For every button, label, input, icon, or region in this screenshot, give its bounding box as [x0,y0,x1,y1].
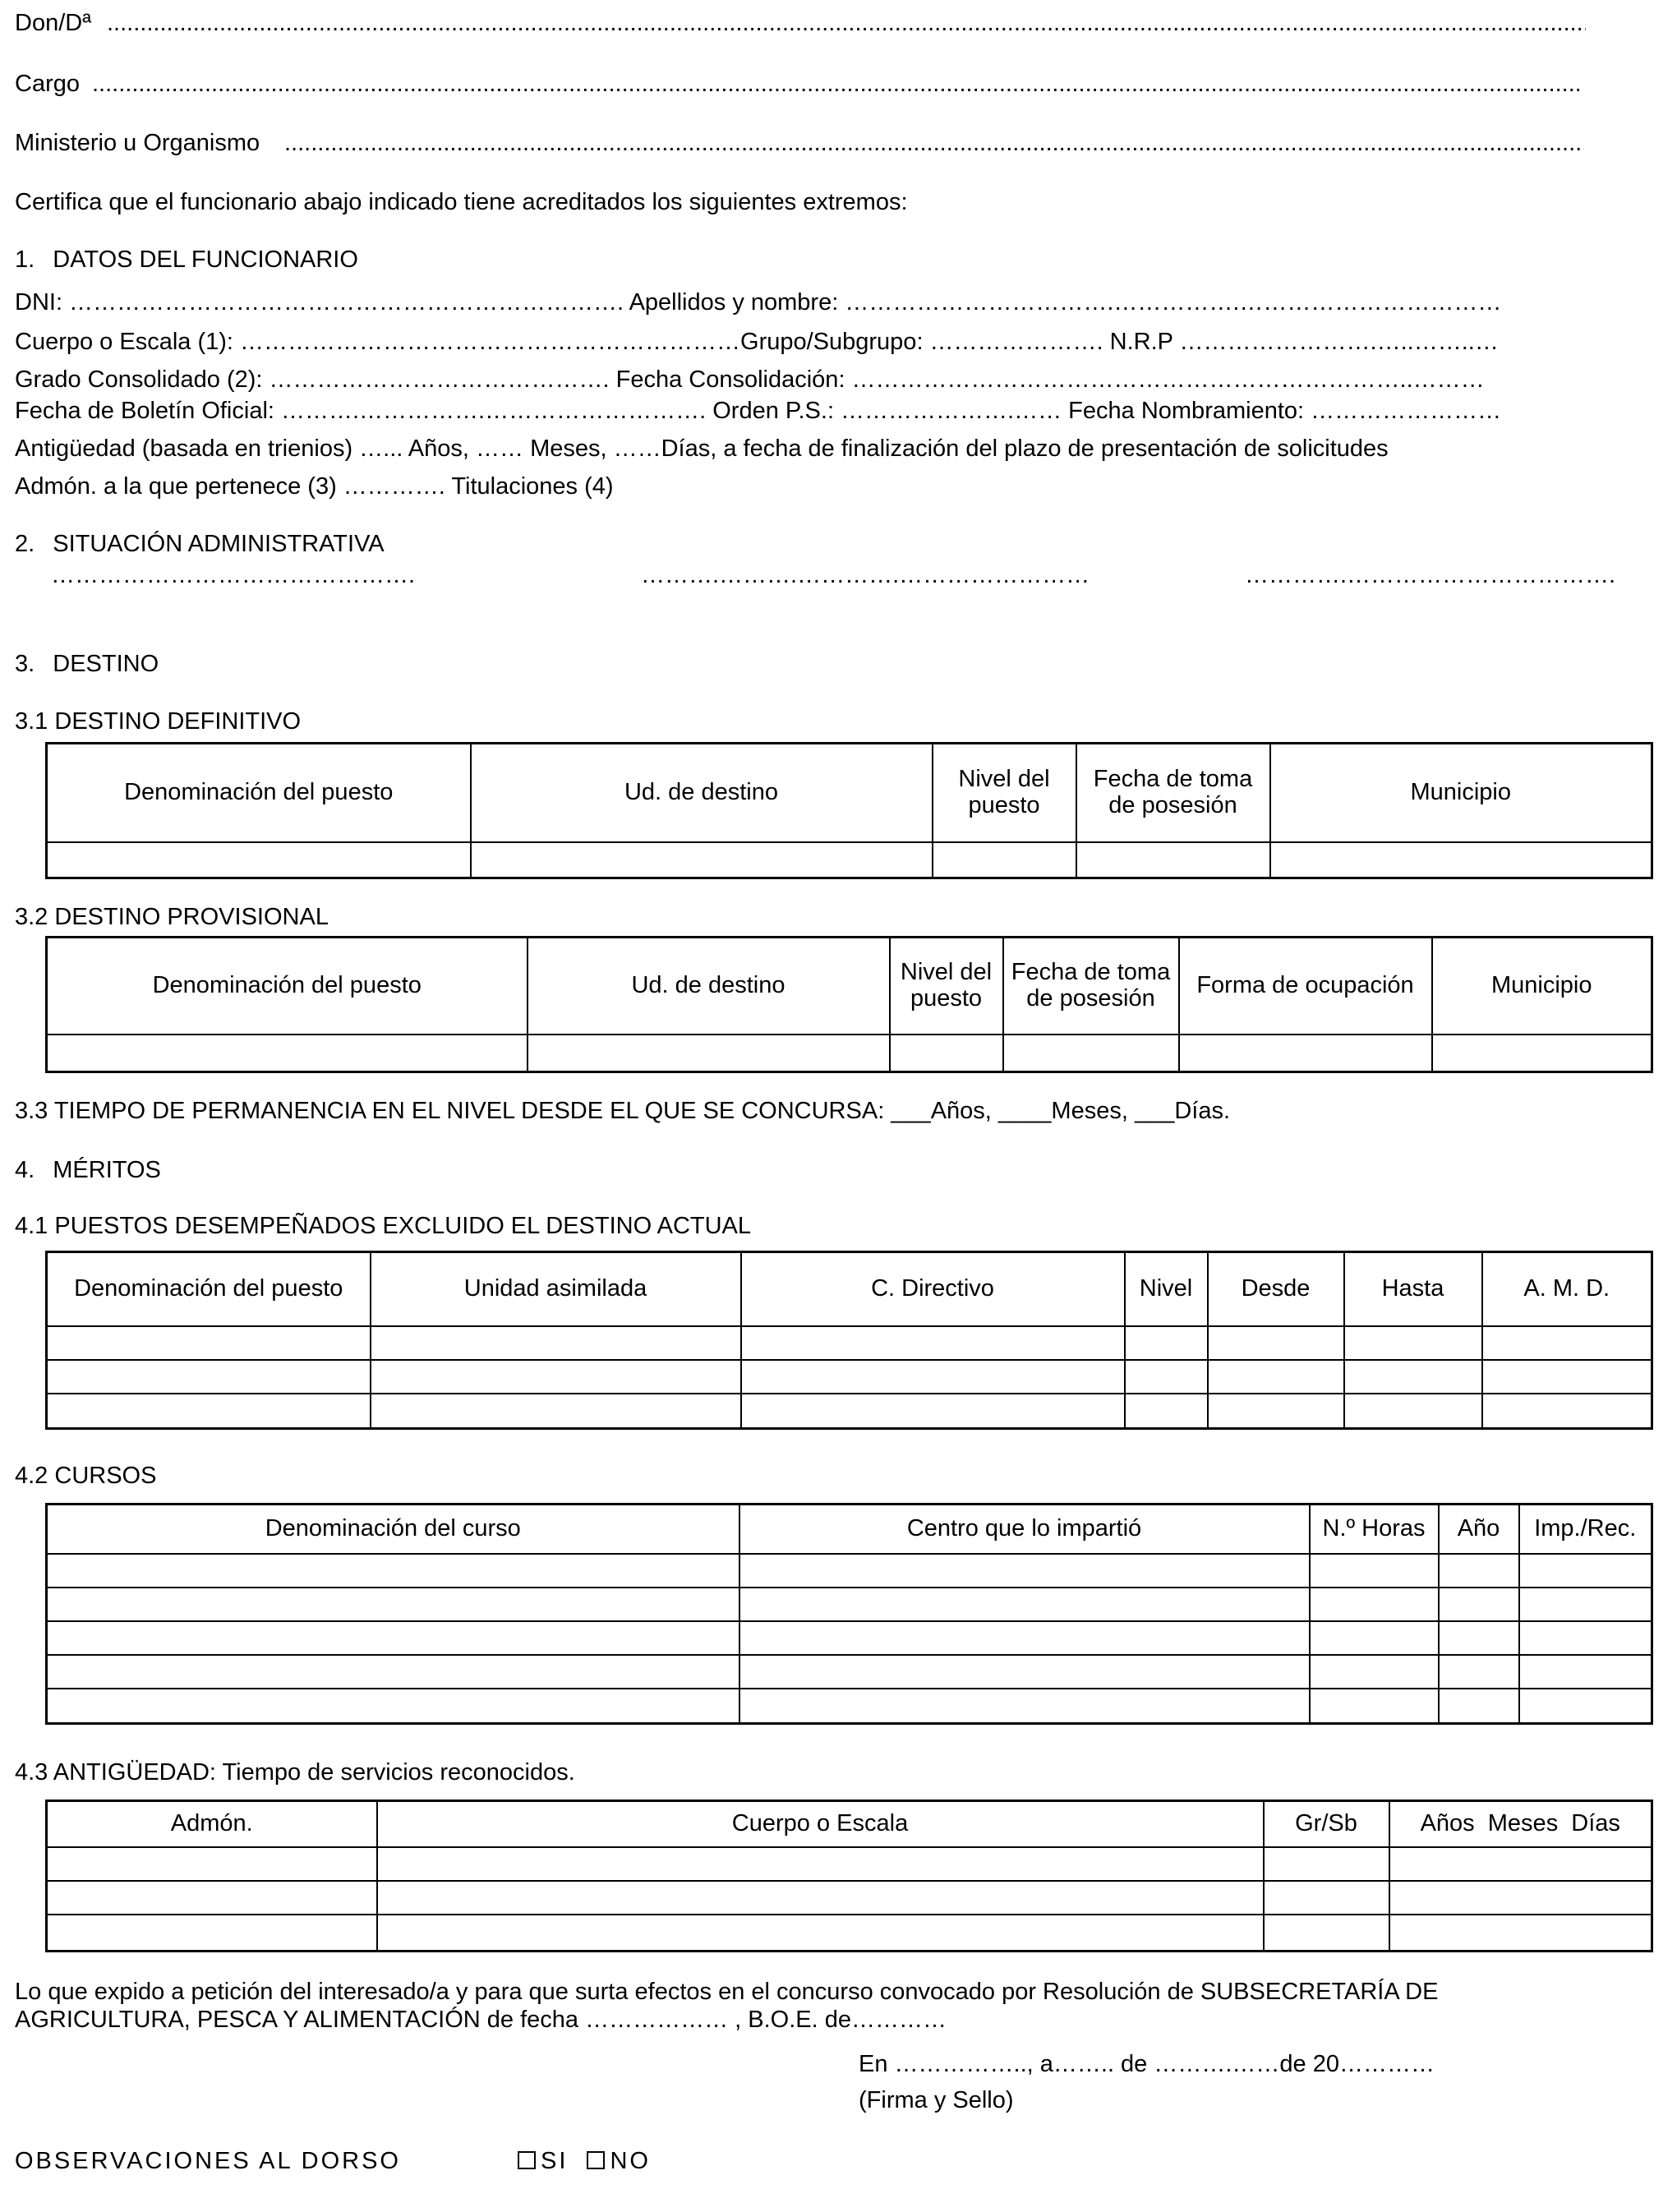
don-field[interactable] [107,10,1586,37]
table-row [47,1588,1652,1621]
col-header: Unidad asimilada [371,1252,741,1326]
table-cell[interactable] [47,1881,377,1915]
col-header: Desde [1208,1252,1344,1326]
table-cell[interactable] [1310,1689,1439,1724]
table-cell[interactable] [1439,1689,1519,1724]
table-cell[interactable] [47,1655,739,1689]
antiguedad-table [45,1800,1653,1952]
col-header: Gr/Sb [1264,1801,1389,1847]
col-header: Municipio [1270,744,1652,842]
table-header-row [47,744,1652,842]
cursos-table [45,1503,1653,1725]
table-cell[interactable] [1389,1847,1652,1881]
table-cell[interactable] [1389,1915,1652,1952]
table-row [47,1655,1652,1689]
table-cell[interactable] [739,1689,1310,1724]
section-1-heading [15,247,358,274]
cargo-line [15,71,80,98]
col-header: C. Directivo [741,1252,1125,1326]
dni-line: DNI: ……………………………………………………………. Apellidos y nombre: …………………………….…………….…………………………… [15,289,1502,316]
section-4-heading [15,1157,161,1184]
table-cell[interactable] [47,1621,739,1655]
table-header-row [47,1505,1652,1554]
table-cell[interactable] [1270,842,1652,878]
table-cell[interactable] [1439,1588,1519,1621]
antiguedad-title: 4.3 ANTIGÜEDAD: Tiempo de servicios reconocidos. [15,1759,575,1786]
table-row [47,842,1652,878]
table-header-row [47,1252,1652,1326]
table-row [47,1554,1652,1588]
table-cell[interactable] [1519,1554,1652,1588]
destino-provisional-table [45,936,1653,1073]
table-cell[interactable] [1482,1394,1652,1429]
col-header: Nivel del puesto [933,744,1076,842]
col-header: Denominación del puesto [47,744,471,842]
table-cell[interactable] [47,1360,371,1394]
boletin-line: Fecha de Boletín Oficial: ……….…………….………………………. Orden P.S.: ………………….…… Fecha Nombramiento: …………………… [15,398,1502,424]
col-header: A. M. D. [1482,1252,1652,1326]
don-label: Don/Dª [15,10,91,36]
table-cell[interactable] [47,1689,739,1724]
table-cell[interactable] [1310,1554,1439,1588]
col-header: Municipio [1432,938,1652,1035]
cuerpo-line: Cuerpo o Escala (1): ………………………………………………………Grupo/Subgrupo: …………………. N.R.P …………………….…..……..… [15,329,1499,355]
col-header: Denominación del puesto [47,938,528,1035]
table-cell[interactable] [47,1394,371,1429]
table-cell[interactable] [1003,1035,1179,1072]
destino-provisional-title: 3.2 DESTINO PROVISIONAL [15,904,329,930]
ministerio-field[interactable] [284,130,1584,157]
table-cell[interactable] [1389,1881,1652,1915]
table-cell[interactable] [1344,1360,1482,1394]
table-cell[interactable] [371,1360,741,1394]
table-cell[interactable] [47,1554,739,1588]
col-header: Cuerpo o Escala [377,1801,1264,1847]
certifica-text: Certifica que el funcionario abajo indicado tiene acreditados los siguientes extremos: [15,189,908,215]
table-cell[interactable] [47,842,471,878]
table-cell[interactable] [1439,1655,1519,1689]
col-header: Nivel [1125,1252,1208,1326]
section-4-title: MÉRITOS [53,1157,161,1183]
col-header: Imp./Rec. [1519,1505,1652,1554]
section-4-number: 4. [15,1157,35,1183]
table-header-row [47,1801,1652,1847]
table-cell[interactable] [1482,1326,1652,1360]
observaciones-options [518,2148,651,2175]
destino-definitivo-table [45,742,1653,879]
table-cell[interactable] [1208,1394,1344,1429]
section-2-number: 2. [15,531,35,557]
table-cell[interactable] [739,1588,1310,1621]
col-header: Centro que lo impartió [739,1505,1310,1554]
table-cell[interactable] [1125,1326,1208,1360]
table-cell[interactable] [47,1588,739,1621]
table-cell[interactable] [1439,1621,1519,1655]
si-checkbox[interactable] [518,2151,536,2169]
observaciones-label: OBSERVACIONES AL DORSO [15,2148,401,2174]
table-cell[interactable] [890,1035,1003,1072]
table-cell[interactable] [377,1847,1264,1881]
table-cell[interactable] [1344,1394,1482,1429]
table-cell[interactable] [741,1360,1125,1394]
table-cell[interactable] [1310,1621,1439,1655]
table-cell[interactable] [371,1326,741,1360]
table-cell[interactable] [739,1655,1310,1689]
lugar-fecha-line: En …………….., a…….. de ……….……de 20………… [859,2051,1435,2077]
cargo-label: Cargo [15,71,80,97]
table-cell[interactable] [1208,1360,1344,1394]
table-cell[interactable] [1264,1847,1389,1881]
col-header: Denominación del puesto [47,1252,371,1326]
grado-line: Grado Consolidado (2): ……………………………………. Fecha Consolidación: ……………………………………………………………..……… [15,366,1485,393]
ministerio-label: Ministerio u Organismo [15,130,260,156]
section-3-number: 3. [15,651,35,677]
table-row [47,1621,1652,1655]
section-1-title: DATOS DEL FUNCIONARIO [53,247,358,273]
col-header: Ud. de destino [528,938,890,1035]
col-header: Fecha de toma de posesión [1003,938,1179,1035]
table-cell[interactable] [1310,1588,1439,1621]
col-header: Denominación del curso [47,1505,739,1554]
firma-sello-label: (Firma y Sello) [859,2087,1014,2113]
cursos-title: 4.2 CURSOS [15,1463,157,1489]
table-row [47,1035,1652,1072]
puestos-desempenados-title: 4.1 PUESTOS DESEMPEÑADOS EXCLUIDO EL DESTINO ACTUAL [15,1213,752,1239]
destino-definitivo-title: 3.1 DESTINO DEFINITIVO [15,708,302,735]
table-cell[interactable] [1519,1689,1652,1724]
situacion-blank-2[interactable]: ……….……….………….…………………… [641,562,1090,588]
table-cell[interactable] [1179,1035,1432,1072]
col-header: N.º Horas [1310,1505,1439,1554]
no-checkbox[interactable] [587,2151,605,2169]
table-cell[interactable] [377,1915,1264,1952]
table-row [47,1915,1652,1952]
col-header: Admón. [47,1801,377,1847]
table-cell[interactable] [1125,1394,1208,1429]
table-cell[interactable] [739,1621,1310,1655]
table-cell[interactable] [1310,1655,1439,1689]
section-3-title: DESTINO [53,651,159,677]
table-cell[interactable] [1482,1360,1652,1394]
table-row [47,1394,1652,1429]
table-cell[interactable] [1208,1326,1344,1360]
table-cell[interactable] [741,1394,1125,1429]
table-cell[interactable] [471,842,933,878]
si-label: SI [541,2148,569,2174]
col-header: Años Meses Días [1389,1801,1652,1847]
table-cell[interactable] [1519,1621,1652,1655]
table-cell[interactable] [1344,1326,1482,1360]
col-header: Fecha de toma de posesión [1076,744,1270,842]
table-row [47,1847,1652,1881]
table-cell[interactable] [1439,1554,1519,1588]
table-row [47,1326,1652,1360]
col-header: Ud. de destino [471,744,933,842]
table-row [47,1689,1652,1724]
section-2-heading [15,531,385,558]
table-cell[interactable] [47,1915,377,1952]
antiguedad-line: Antigüedad (basada en trienios) …... Años, …… Meses, ……Días, a fecha de finalización del plazo de presentación de solicitudes [15,435,1389,462]
table-cell[interactable] [1519,1655,1652,1689]
col-header: Nivel del puesto [890,938,1003,1035]
table-cell[interactable] [1264,1915,1389,1952]
table-cell[interactable] [377,1881,1264,1915]
situacion-blank-3[interactable]: ………….……………………………. [1245,562,1616,588]
ministerio-line [15,130,260,157]
cargo-field[interactable] [92,71,1579,98]
col-header: Año [1439,1505,1519,1554]
table-header-row [47,938,1652,1035]
table-cell[interactable] [741,1326,1125,1360]
table-cell[interactable] [47,1326,371,1360]
don-line [15,10,91,37]
tiempo-permanencia-line: 3.3 TIEMPO DE PERMANENCIA EN EL NIVEL DESDE EL QUE SE CONCURSA: ___Años, ____Meses, ___Días. [15,1098,1231,1124]
no-label: NO [610,2148,651,2174]
section-2-title: SITUACIÓN ADMINISTRATIVA [53,531,385,557]
situacion-blank-1[interactable]: ………………………………………. [51,562,416,588]
section-3-heading [15,651,159,678]
table-row [47,1360,1652,1394]
table-cell[interactable] [1432,1035,1652,1072]
table-cell[interactable] [739,1554,1310,1588]
table-cell[interactable] [933,842,1076,878]
table-cell[interactable] [1264,1881,1389,1915]
col-header: Forma de ocupación [1179,938,1432,1035]
table-cell[interactable] [371,1394,741,1429]
table-cell[interactable] [1519,1588,1652,1621]
table-cell[interactable] [47,1847,377,1881]
section-1-number: 1. [15,247,35,273]
col-header: Hasta [1344,1252,1482,1326]
table-cell[interactable] [528,1035,890,1072]
table-cell[interactable] [1076,842,1270,878]
table-row [47,1881,1652,1915]
expido-line-2: AGRICULTURA, PESCA Y ALIMENTACIÓN de fecha ……………… , B.O.E. de………… [15,2007,947,2033]
expido-line-1: Lo que expido a petición del interesado/a y para que surta efectos en el concurso convocado por Resolución de SUBSECRETARÍA DE [15,1979,1439,2005]
puestos-desempenados-table [45,1251,1653,1430]
table-cell[interactable] [47,1035,528,1072]
admon-line: Admón. a la que pertenece (3) …………. Titulaciones (4) [15,473,614,500]
table-cell[interactable] [1125,1360,1208,1394]
